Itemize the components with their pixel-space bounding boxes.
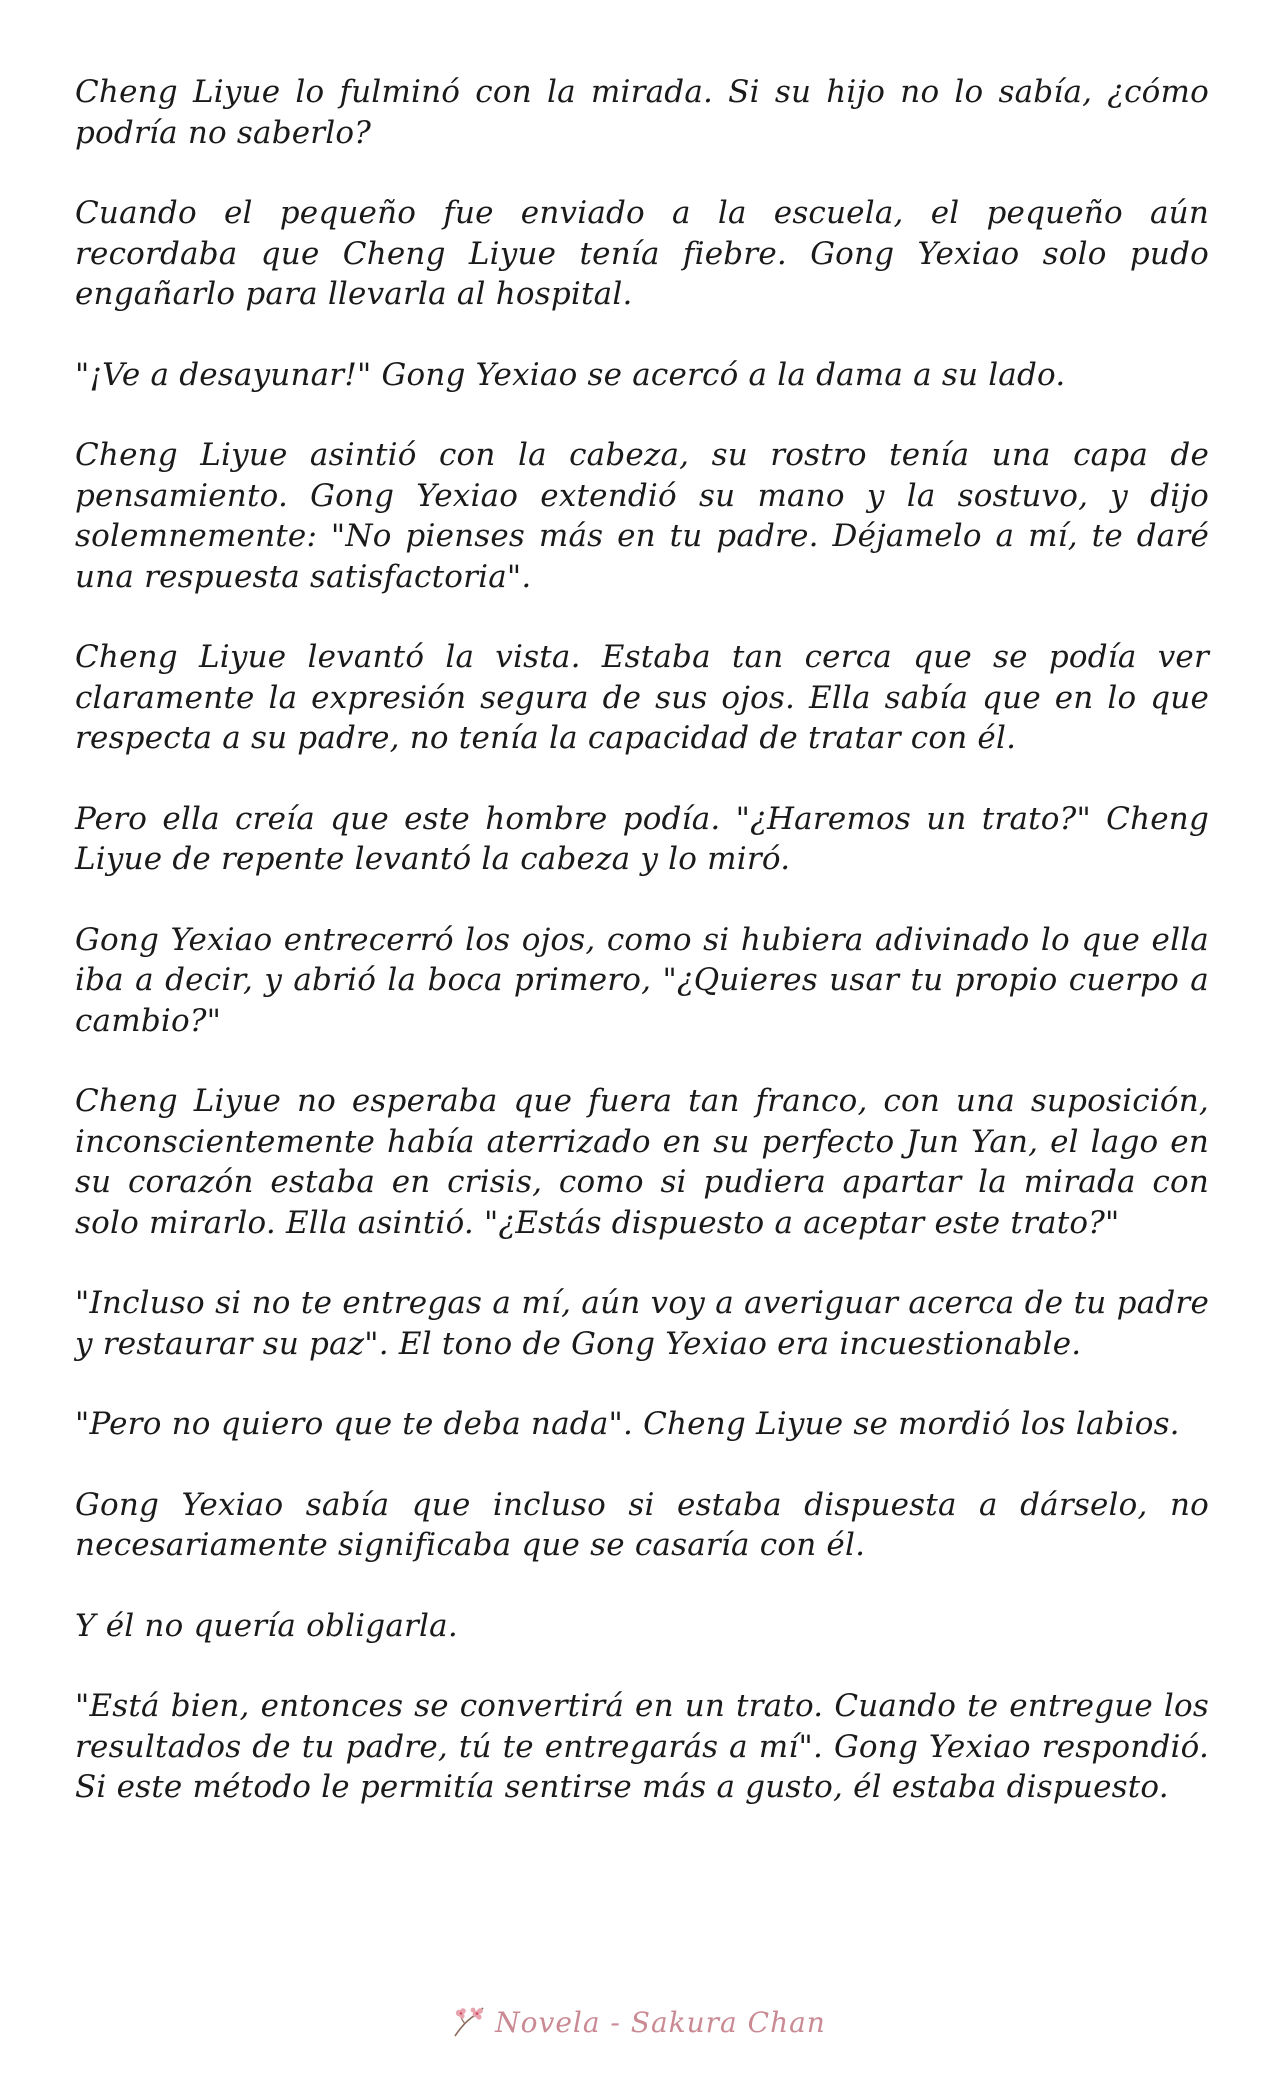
- document-body: [75, 72, 1209, 1848]
- paragraph: Gong Yexiao entrecerró los ojos, como si hubiera adivinado lo que ella iba a decir, y abrió la boca primero, "¿Quieres usar tu propio cuerpo a cambio?": [75, 921, 1209, 1039]
- paragraph: Cuando el pequeño fue enviado a la escuela, el pequeño aún recordaba que Cheng Liyue tenía fiebre. Gong Yexiao solo pudo engañarlo para llevarla al hospital.: [75, 195, 1209, 312]
- paragraph: "Está bien, entonces se convertirá en un trato. Cuando te entregue los resultados de tu padre, tú te entregarás a mí". Gong Yexiao respondió. Si este método le permitía sentirse más a gusto, él estaba dispuesto.: [75, 1688, 1209, 1805]
- footer-watermark: [0, 1998, 1275, 2046]
- paragraph: "¡Ve a desayunar!" Gong Yexiao se acercó a la dama a su lado.: [75, 356, 1066, 393]
- paragraph: Cheng Liyue no esperaba que fuera tan franco, con una suposición, inconscientemente había aterrizado en su perfecto Jun Yan, el lago en su corazón estaba en crisis, como si pudiera apartar la mirada con solo mirarlo. Ella asintió. "¿Estás dispuesto a aceptar este trato?": [75, 1083, 1209, 1241]
- paragraph: Gong Yexiao sabía que incluso si estaba dispuesta a dárselo, no necesariamente significaba que se casaría con él.: [75, 1486, 1209, 1563]
- paragraph: "Incluso si no te entregas a mí, aún voy a averiguar acerca de tu padre y restaurar su paz". El tono de Gong Yexiao era incuestionable.: [75, 1285, 1209, 1362]
- paragraph: Y él no quería obligarla.: [75, 1607, 458, 1644]
- paragraph: Cheng Liyue levantó la vista. Estaba tan cerca que se podía ver claramente la expresión segura de sus ojos. Ella sabía que en lo que respecta a su padre, no tenía la capacidad de tratar con él.: [75, 639, 1209, 756]
- paragraph: Cheng Liyue lo fulminó con la mirada. Si su hijo no lo sabía, ¿cómo podría no saberlo?: [75, 74, 1209, 151]
- cherry-blossom-icon: [449, 2002, 489, 2042]
- paragraph: "Pero no quiero que te deba nada". Cheng Liyue se mordió los labios.: [75, 1406, 1180, 1442]
- paragraph: Cheng Liyue asintió con la cabeza, su rostro tenía una capa de pensamiento. Gong Yexiao extendió su mano y la sostuvo, y dijo solemnemente: "No pienses más en tu padre. Déjamelo a mí, te daré una respuesta satisfactoria".: [75, 437, 1209, 595]
- paragraph: Pero ella creía que este hombre podía. "¿Haremos un trato?" Cheng Liyue de repente levantó la cabeza y lo miró.: [75, 800, 1209, 877]
- footer-text: Novela - Sakura Chan: [495, 2005, 826, 2039]
